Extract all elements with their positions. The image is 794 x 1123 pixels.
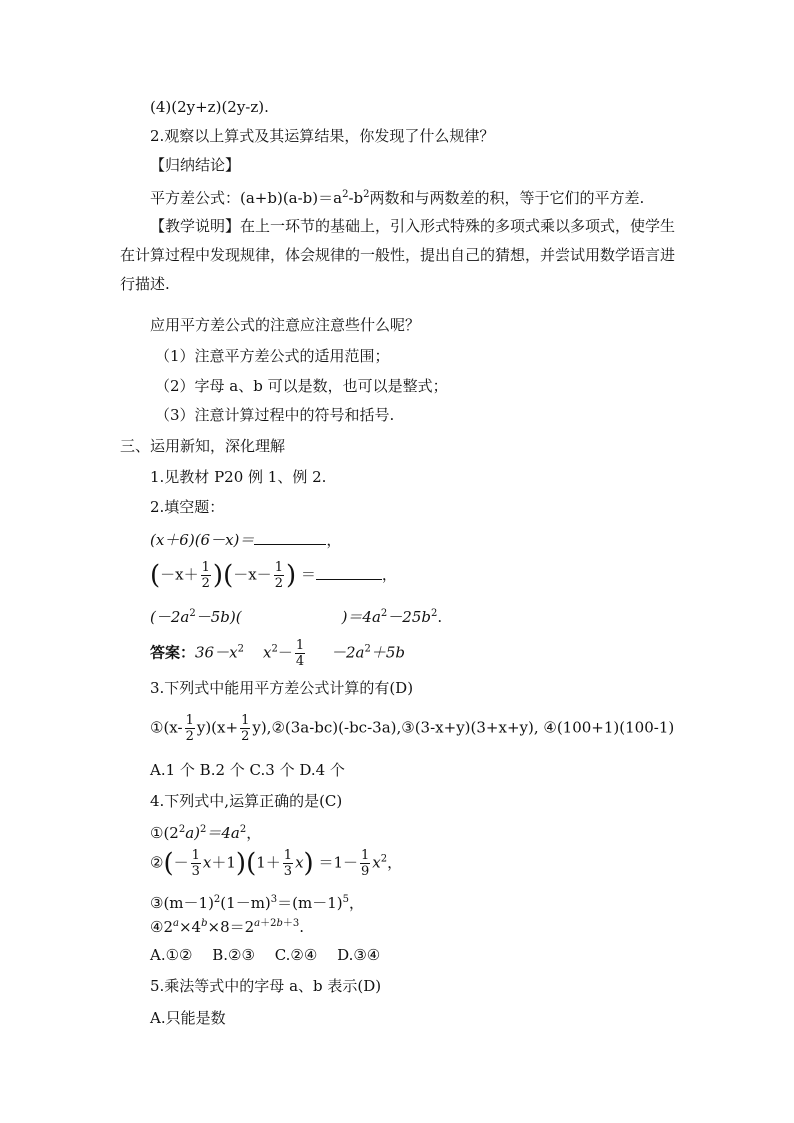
question-text: 4.下列式中,运算正确的是(C) <box>150 792 343 810</box>
answer-choices: A.1 个 B.2 个 C.3 个 D.4 个 <box>150 761 345 779</box>
option-1: $①(2^2a)^2=4a^2$， <box>150 824 262 842</box>
answer-line: 答案：$36-x^2$ $x^2-$ $\frac{1}{4}$ $-2a^2+5b$ <box>150 638 406 669</box>
list-item: （2）字母 a、b 可以是数，也可以是整式； <box>155 377 448 395</box>
option-2: ②(－ $\frac{1}{3}$ x＋1)(1＋ $\frac{1}{3}$ x) ＝1－ $\frac{1}{9}$ $x^2$， <box>150 848 403 879</box>
fill-blank-1: (x＋6)(6－x)＝ ， <box>150 531 342 549</box>
answer-choices: A.①② B.②③ C.②④ D.③④ <box>150 946 381 964</box>
formula-line: 平方差公式：$(a+b)(a-b)=a^2-b^2$两数和与两数差的积，等于它们的平方差. <box>150 189 645 207</box>
option-4: $④2^a\times 4^b\times 8=2^{a+2b+3}$. <box>150 918 305 936</box>
section-heading: 【归纳结论】 <box>150 156 241 174</box>
option-3: $③(m-1)^2(1-m)^3=(m-1)^5$， <box>150 894 365 912</box>
question-text: 应用平方差公式的注意应注意些什么呢？ <box>150 316 421 334</box>
teaching-note: 【教学说明】在上一环节的基础上，引入形式特殊的多项式乘以多项式，使学生在计算过程中发现规律，体会规律的一般性，提出自己的猜想，并尝试用数学语言进行描述. <box>120 217 676 293</box>
text-line: 1.见教材 P20 例 1、例 2. <box>150 468 327 486</box>
list-item: （3）注意计算过程中的符号和括号. <box>155 406 395 424</box>
text-line: 2.填空题： <box>150 498 225 516</box>
question-options: ①(x- $\frac{1}{2}$ y)(x+ $\frac{1}{2}$ y),②(3a-bc)(-bc-3a),③(3-x+y)(3+x+y), ④(100+1)(100-1) <box>150 713 675 744</box>
fill-blank-3: $(-2a^2-5b)$( )$=4a^2-25b^2$. <box>150 608 443 626</box>
question-text: 3.下列式中能用平方差公式计算的有(D) <box>150 679 414 697</box>
list-item: （1）注意平方差公式的适用范围； <box>155 347 390 365</box>
question-text: 5.乘法等式中的字母 a、b 表示(D) <box>150 977 382 995</box>
answer-blank[interactable] <box>316 565 382 580</box>
answer-blank[interactable] <box>254 530 326 545</box>
fill-blank-2: (－x＋ $\frac{1}{2}$ )(－x－ $\frac{1}{2}$ ) ＝ ， <box>150 560 397 591</box>
section-heading: 三、运用新知，深化理解 <box>120 437 286 455</box>
answer-choice: A.只能是数 <box>150 1009 226 1027</box>
question-text: 2.观察以上算式及其运算结果，你发现了什么规律？ <box>150 127 495 145</box>
text-line: (4)(2y+z)(2y-z). <box>150 98 269 116</box>
